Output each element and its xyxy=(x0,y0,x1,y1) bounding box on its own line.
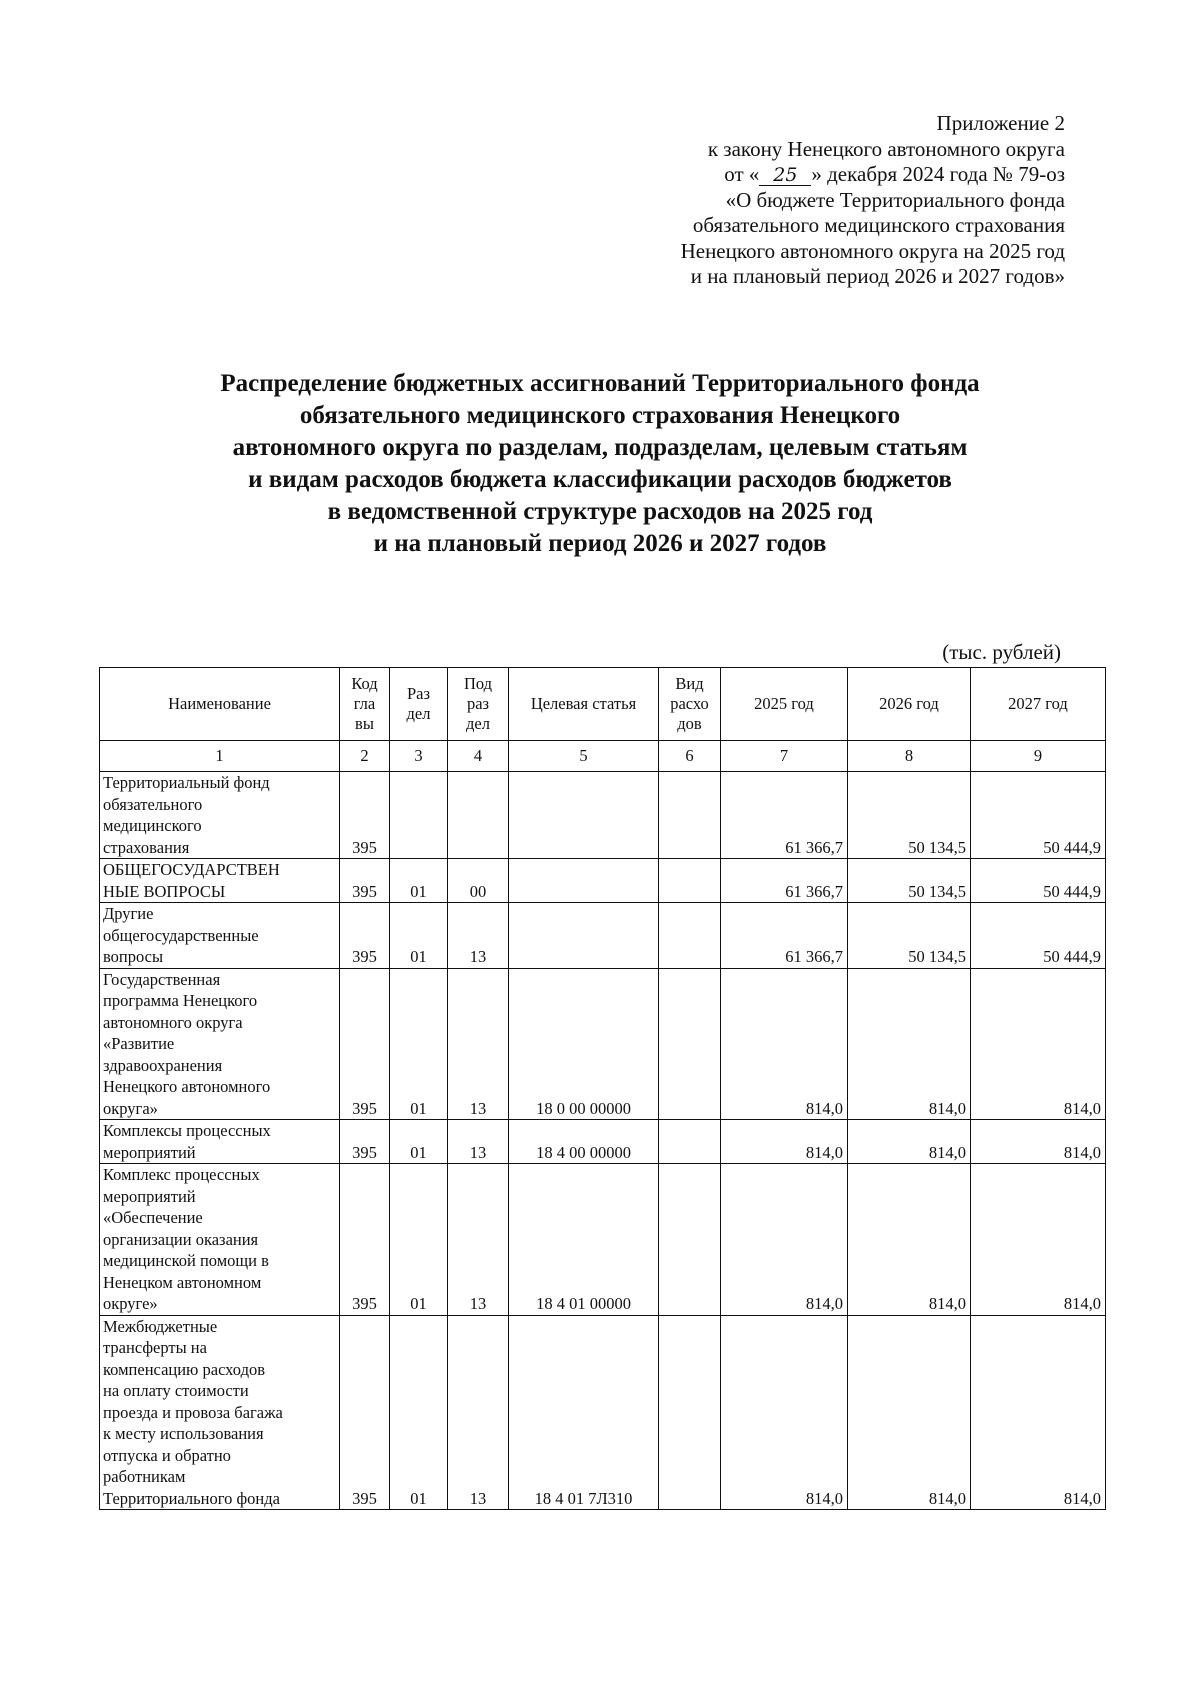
units-label: (тыс. рублей) xyxy=(942,640,1061,664)
col-header-2025: 2025 год xyxy=(721,668,848,741)
row-section: 01 xyxy=(390,968,448,1120)
row-expense-kind xyxy=(659,903,721,969)
row-amount-2025: 814,0 xyxy=(721,1315,848,1510)
handwritten-day: 25 xyxy=(759,165,811,186)
appendix-date-prefix: от « xyxy=(724,162,760,186)
row-name-line: организации оказания xyxy=(103,1229,259,1249)
appendix-law-title-3: Ненецкого автономного округа на 2025 год xyxy=(680,238,1065,263)
row-target-article: 18 4 01 7Л310 xyxy=(509,1315,659,1510)
row-name-line: работникам xyxy=(103,1467,186,1486)
column-number: 8 xyxy=(848,741,971,772)
column-number: 7 xyxy=(721,741,848,772)
row-amount-2027: 50 444,9 xyxy=(971,903,1106,969)
row-code: 395 xyxy=(340,772,390,859)
row-subsection: 13 xyxy=(448,1164,509,1316)
row-subsection xyxy=(448,772,509,859)
row-name-line: обязательного xyxy=(103,794,203,814)
row-target-article xyxy=(509,903,659,969)
title-line: Распределение бюджетных ассигнований Территориального фонда xyxy=(220,370,980,397)
row-subsection: 13 xyxy=(448,1315,509,1510)
row-name-line: Территориальный фонд xyxy=(103,773,270,792)
col-header-2026: 2026 год xyxy=(848,668,971,741)
row-name xyxy=(100,1315,340,1510)
row-target-article xyxy=(509,772,659,859)
title-line: и на плановый период 2026 и 2027 годов xyxy=(373,530,827,557)
row-section xyxy=(390,772,448,859)
col-header-section: Раз дел xyxy=(390,668,448,741)
row-subsection: 13 xyxy=(448,968,509,1120)
row-subsection: 13 xyxy=(448,903,509,969)
col-header-kind: Вид расхо дов xyxy=(659,668,721,741)
row-amount-2026: 50 134,5 xyxy=(848,772,971,859)
budget-table xyxy=(99,667,1106,1510)
row-name-line: Территориального фонда xyxy=(103,1488,280,1508)
row-section: 01 xyxy=(390,1120,448,1164)
table-row xyxy=(100,1315,1106,1510)
row-target-article: 18 4 00 00000 xyxy=(509,1120,659,1164)
table-row xyxy=(100,1120,1106,1164)
row-expense-kind xyxy=(659,1315,721,1510)
row-amount-2026: 814,0 xyxy=(848,1315,971,1510)
row-name-line: Комплексы процессных xyxy=(103,1121,271,1140)
row-name-line: «Обеспечение xyxy=(103,1208,203,1227)
row-name-line: ОБЩЕГОСУДАРСТВЕН xyxy=(103,860,280,879)
row-expense-kind xyxy=(659,1164,721,1316)
row-name-line: автономного округа xyxy=(103,1012,243,1032)
row-code: 395 xyxy=(340,1164,390,1316)
row-name-line: отпуска и обратно xyxy=(103,1445,231,1465)
row-amount-2025: 61 366,7 xyxy=(721,859,848,903)
row-name-line: программа Ненецкого xyxy=(103,991,258,1010)
row-name-line: округе» xyxy=(103,1294,158,1313)
row-name-line: Ненецкого автономного xyxy=(103,1077,271,1096)
row-name-line: Другие xyxy=(103,904,154,923)
col-header-code: Код гла вы xyxy=(340,668,390,741)
column-number: 6 xyxy=(659,741,721,772)
row-name-line: вопросы xyxy=(103,947,164,966)
row-name-line: страхования xyxy=(103,837,190,857)
row-code: 395 xyxy=(340,859,390,903)
row-section: 01 xyxy=(390,903,448,969)
row-expense-kind xyxy=(659,859,721,903)
row-code: 395 xyxy=(340,1315,390,1510)
row-expense-kind xyxy=(659,1120,721,1164)
row-code: 395 xyxy=(340,903,390,969)
row-name-line: НЫЕ ВОПРОСЫ xyxy=(103,881,226,901)
row-name-line: общегосударственные xyxy=(103,925,259,945)
row-amount-2025: 61 366,7 xyxy=(721,903,848,969)
row-subsection: 13 xyxy=(448,1120,509,1164)
col-header-2027: 2027 год xyxy=(971,668,1106,741)
column-number: 3 xyxy=(390,741,448,772)
row-amount-2027: 814,0 xyxy=(971,968,1106,1120)
row-amount-2026: 50 134,5 xyxy=(848,859,971,903)
row-name-line: медицинского xyxy=(103,816,202,835)
row-section: 01 xyxy=(390,1315,448,1510)
row-name-line: мероприятий xyxy=(103,1186,196,1206)
column-number: 5 xyxy=(509,741,659,772)
title-line: обязательного медицинского страхования Ненецкого xyxy=(299,402,901,429)
row-amount-2026: 814,0 xyxy=(848,1120,971,1164)
row-amount-2027: 50 444,9 xyxy=(971,859,1106,903)
row-name-line: к месту использования xyxy=(103,1424,264,1443)
row-amount-2027: 814,0 xyxy=(971,1120,1106,1164)
row-amount-2025: 814,0 xyxy=(721,1120,848,1164)
table-row xyxy=(100,859,1106,903)
row-amount-2026: 814,0 xyxy=(848,1164,971,1316)
row-target-article xyxy=(509,859,659,903)
row-name-line: компенсацию расходов xyxy=(103,1359,266,1379)
row-section: 01 xyxy=(390,1164,448,1316)
row-name xyxy=(100,903,340,969)
row-code: 395 xyxy=(340,1120,390,1164)
row-amount-2025: 61 366,7 xyxy=(721,772,848,859)
row-name-line: Комплекс процессных xyxy=(103,1165,260,1184)
row-amount-2025: 814,0 xyxy=(721,968,848,1120)
row-name-line: мероприятий xyxy=(103,1142,196,1162)
table-row xyxy=(100,968,1106,1120)
row-name-line: округа» xyxy=(103,1098,158,1118)
table-row xyxy=(100,772,1106,859)
row-name xyxy=(100,859,340,903)
col-header-name: Наименование xyxy=(100,668,340,741)
col-header-target: Целевая статья xyxy=(509,668,659,741)
row-target-article: 18 4 01 00000 xyxy=(509,1164,659,1316)
column-number: 2 xyxy=(340,741,390,772)
row-amount-2027: 814,0 xyxy=(971,1164,1106,1316)
column-number: 9 xyxy=(971,741,1106,772)
row-subsection: 00 xyxy=(448,859,509,903)
column-number: 1 xyxy=(100,741,340,772)
column-number: 4 xyxy=(448,741,509,772)
appendix-law-title-1: «О бюджете Территориального фонда xyxy=(725,187,1065,212)
appendix-date xyxy=(545,162,1065,188)
row-name-line: трансферты на xyxy=(103,1338,207,1357)
row-name-line: на оплату стоимости xyxy=(103,1381,249,1400)
title-line: автономного округа по разделам, подразделам, целевым статьям xyxy=(232,434,968,461)
title-line: и видам расходов бюджета классификации расходов бюджетов xyxy=(248,466,952,493)
row-amount-2026: 50 134,5 xyxy=(848,903,971,969)
row-name-line: медицинской помощи в xyxy=(103,1251,269,1270)
table-row xyxy=(100,903,1106,969)
row-name-line: Межбюджетные xyxy=(103,1316,218,1336)
title-line: в ведомственной структуре расходов на 2025 год xyxy=(327,498,873,525)
row-name xyxy=(100,968,340,1120)
row-name-line: проезда и провоза багажа xyxy=(103,1402,283,1422)
appendix-law-title-2: обязательного медицинского страхования xyxy=(692,213,1065,237)
appendix-number: Приложение 2 xyxy=(936,111,1065,135)
row-name-line: «Развитие xyxy=(103,1034,175,1053)
row-name-line: здравоохранения xyxy=(103,1055,223,1075)
table-header-row xyxy=(100,668,1106,741)
row-name-line: Ненецком автономном xyxy=(103,1272,262,1292)
col-header-subsection: Под раз дел xyxy=(448,668,509,741)
row-name xyxy=(100,1120,340,1164)
row-amount-2027: 814,0 xyxy=(971,1315,1106,1510)
table-row xyxy=(100,1164,1106,1316)
row-section: 01 xyxy=(390,859,448,903)
row-expense-kind xyxy=(659,772,721,859)
document-title xyxy=(120,368,1080,560)
appendix-date-suffix: » декабря 2024 года № 79-оз xyxy=(811,162,1065,186)
row-amount-2026: 814,0 xyxy=(848,968,971,1120)
row-expense-kind xyxy=(659,968,721,1120)
appendix-law-title-4: и на плановый период 2026 и 2027 годов» xyxy=(690,264,1065,288)
appendix-reference xyxy=(545,111,1065,290)
row-name-line: Государственная xyxy=(103,969,221,989)
row-code: 395 xyxy=(340,968,390,1120)
column-number-row xyxy=(100,741,1106,772)
row-amount-2025: 814,0 xyxy=(721,1164,848,1316)
row-name xyxy=(100,772,340,859)
row-target-article: 18 0 00 00000 xyxy=(509,968,659,1120)
row-name xyxy=(100,1164,340,1316)
appendix-law-ref: к закону Ненецкого автономного округа xyxy=(707,136,1065,161)
row-amount-2027: 50 444,9 xyxy=(971,772,1106,859)
